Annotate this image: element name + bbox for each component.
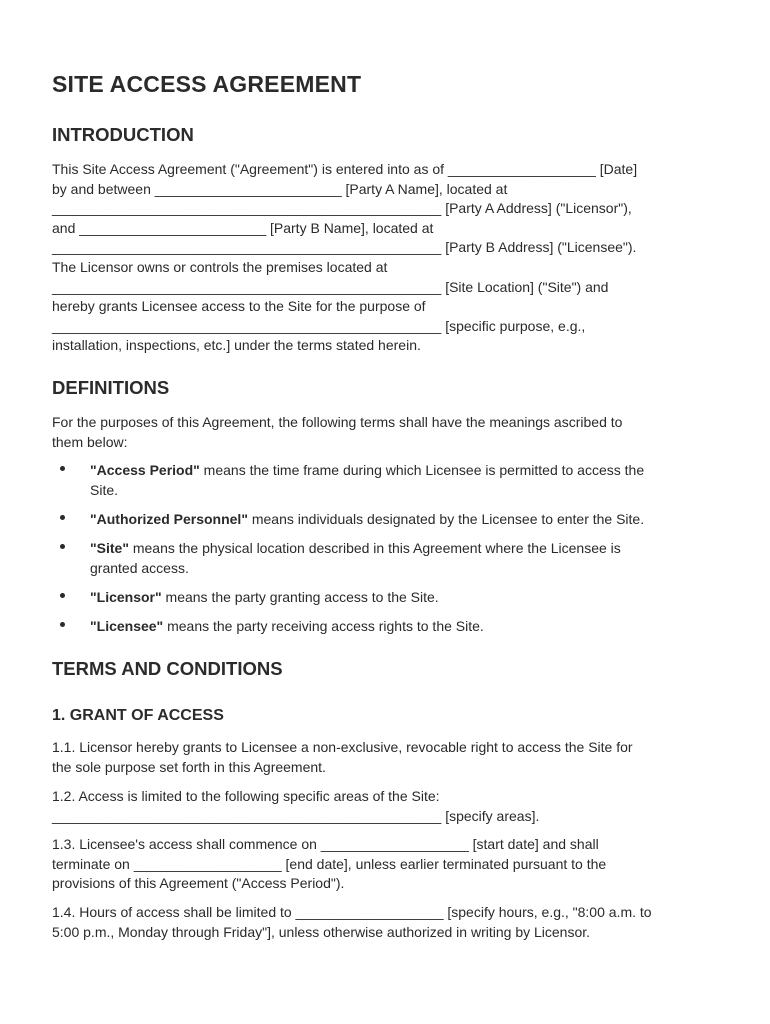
introduction-paragraph	[52, 160, 720, 356]
text-line: 5:00 p.m., Monday through Friday"], unless otherwise authorized in writing by Licensor.	[52, 923, 591, 940]
bullet-icon	[60, 622, 65, 627]
bullet-icon	[60, 466, 65, 471]
text-line: 1.1. Licensor hereby grants to Licensee a non-exclusive, revocable right to access the Site for	[52, 739, 633, 755]
text-line: the sole purpose set forth in this Agreement.	[52, 758, 326, 775]
text-line: them below:	[52, 433, 128, 450]
text-line: __________________________________________________ [specific purpose, e.g.,	[52, 317, 586, 334]
text-line: and ________________________ [Party B Name], located at	[52, 219, 434, 236]
text-line: provisions of this Agreement ("Access Period").	[52, 875, 345, 892]
text-line: 1.3. Licensee's access shall commence on ___________________ [start date] and shall	[52, 836, 599, 852]
text-line: This Site Access Agreement ("Agreement") is entered into as of ___________________ [Date]	[52, 161, 638, 177]
text-line: __________________________________________________ [Party A Address] ("Licensor"),	[52, 200, 632, 217]
definition-term: "Site"	[90, 540, 129, 556]
text-line: __________________________________________________ [Party B Address] ("Licensee").	[52, 239, 637, 256]
definition-term: "Licensee"	[90, 618, 164, 634]
definition-term: "Authorized Personnel"	[90, 511, 248, 527]
text-line: 1.4. Hours of access shall be limited to ___________________ [specify hours, e.g., "8:00 a.m. to	[52, 904, 652, 920]
definition-text: granted access.	[90, 559, 189, 576]
definition-term: "Access Period"	[90, 462, 200, 478]
text-line: __________________________________________________ [Site Location] ("Site") and	[52, 278, 609, 295]
bullet-icon	[60, 544, 65, 549]
definition-text: means the party granting access to the Site.	[161, 589, 439, 605]
text-line: installation, inspections, etc.] under the terms stated herein.	[52, 337, 421, 354]
definition-text: Site.	[90, 481, 119, 498]
definitions-intro	[52, 413, 720, 452]
definition-text: means the party receiving access rights to the Site.	[163, 618, 484, 634]
text-line: __________________________________________________ [specify areas].	[52, 807, 540, 824]
text-line: For the purposes of this Agreement, the following terms shall have the meanings ascribed to	[52, 414, 623, 430]
terms-heading: TERMS AND CONDITIONS	[52, 658, 283, 679]
definitions-heading: DEFINITIONS	[52, 377, 170, 398]
text-line: The Licensor owns or controls the premises located at	[52, 258, 388, 275]
clause-1-3	[52, 835, 720, 894]
grant-of-access-heading: 1. GRANT OF ACCESS	[52, 707, 224, 724]
clause-1-1	[52, 738, 720, 777]
text-line: by and between ________________________ [Party A Name], located at	[52, 180, 508, 197]
definition-text: means the physical location described in this Agreement where the Licensee is	[128, 540, 621, 556]
clause-1-2	[52, 787, 720, 826]
bullet-icon	[60, 515, 65, 520]
definition-text: means the time frame during which Licensee is permitted to access the	[199, 462, 645, 478]
text-line: hereby grants Licensee access to the Site for the purpose of	[52, 298, 426, 315]
bullet-icon	[60, 593, 65, 598]
definition-term: "Licensor"	[90, 589, 162, 605]
text-line: 1.2. Access is limited to the following specific areas of the Site:	[52, 788, 440, 804]
definition-text: means individuals designated by the Licensee to enter the Site.	[247, 511, 645, 527]
document-title: SITE ACCESS AGREEMENT	[52, 71, 362, 97]
introduction-heading: INTRODUCTION	[52, 124, 194, 145]
clause-1-4	[52, 903, 720, 942]
text-line: terminate on ___________________ [end date], unless earlier terminated pursuant to the	[52, 855, 607, 872]
